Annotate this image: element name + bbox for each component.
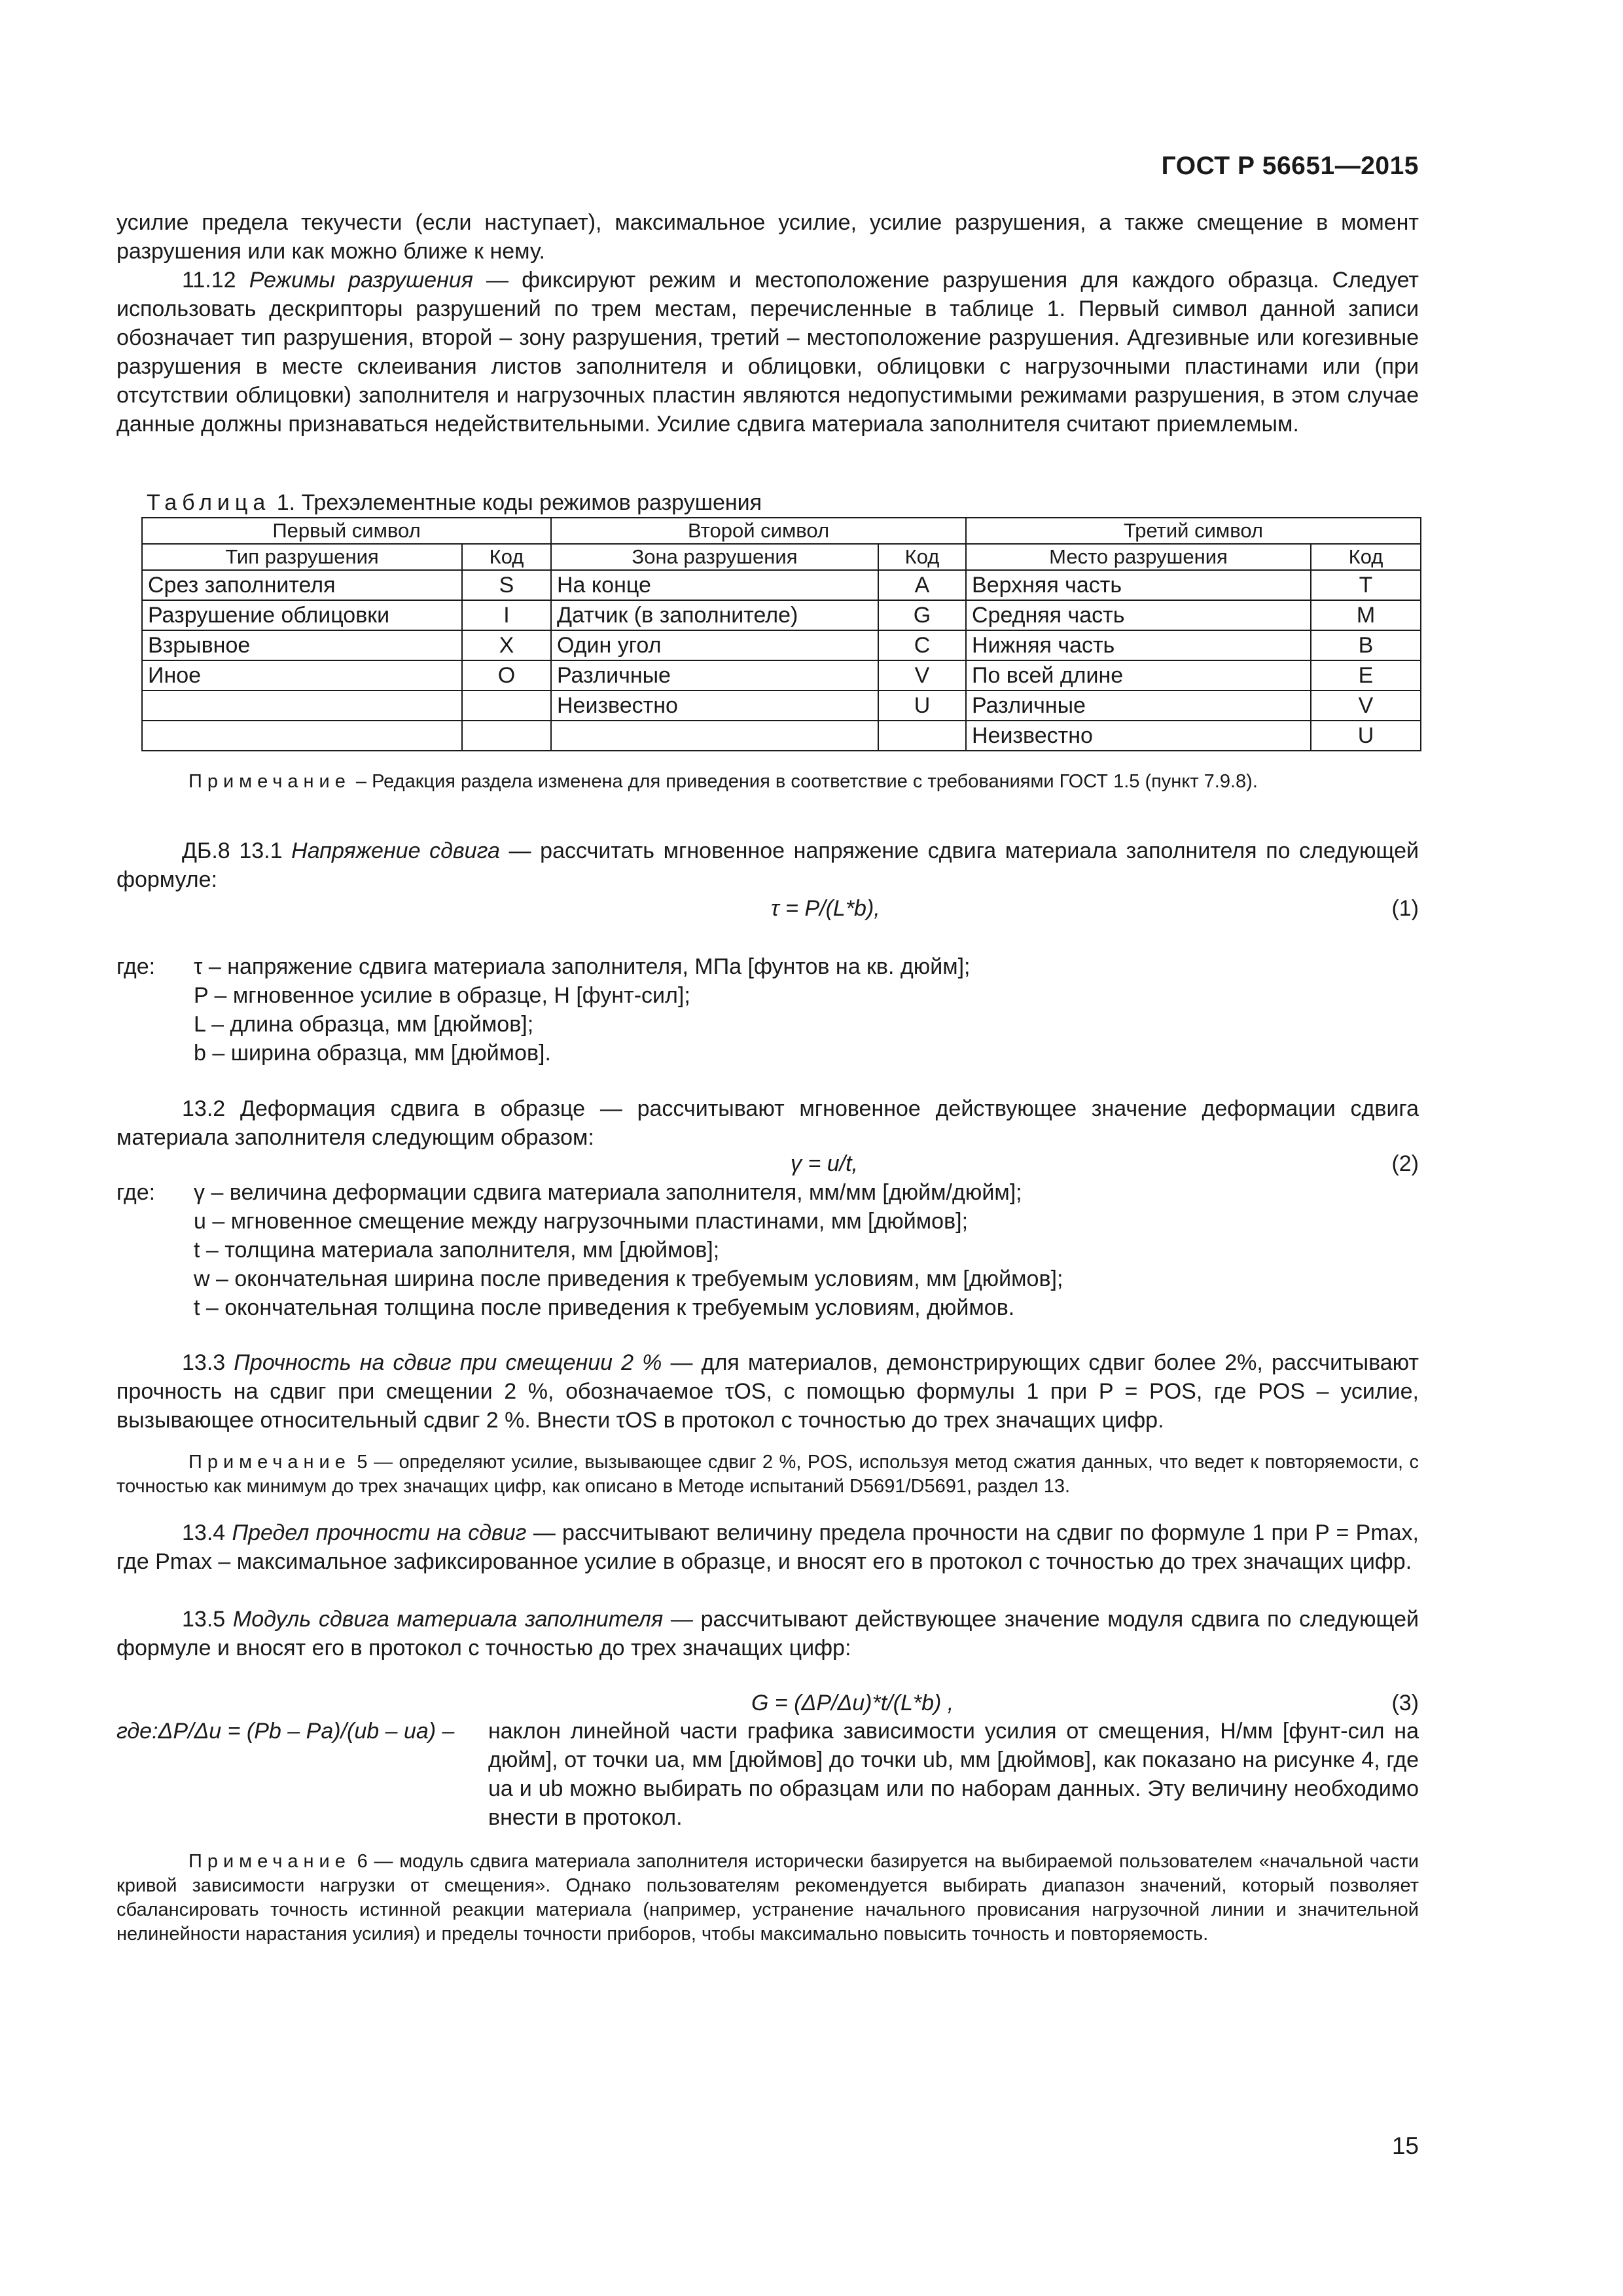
note-6 bbox=[116, 1850, 1419, 1946]
where-items bbox=[194, 952, 970, 1067]
table-group-header: Третий символ bbox=[966, 518, 1421, 544]
table-column-header-row bbox=[142, 544, 1421, 570]
document-page bbox=[116, 0, 1419, 2296]
table-text-cell: Неизвестно bbox=[966, 721, 1311, 751]
where-label: где: bbox=[116, 1180, 156, 1205]
where-item: b – ширина образца, мм [дюймов]. bbox=[194, 1041, 551, 1066]
note-text: 5 — определяют усилие, вызывающее сдвиг 2 %, POS, используя метод сжатия данных, что ведет к повторяемости, с точностью как минимум до трех значащих цифр, как описано в Методе испытаний D5691/D5691, раздел 13. bbox=[116, 1452, 1419, 1497]
where-label: где: bbox=[116, 954, 156, 979]
table-column-header: Код bbox=[1311, 544, 1421, 570]
table-text-cell bbox=[551, 721, 878, 751]
table-text-cell: На конце bbox=[551, 570, 878, 600]
note-label: Примечание bbox=[188, 1851, 351, 1872]
failure-codes-table bbox=[141, 517, 1421, 751]
where-item: w – окончательная ширина после приведения к требуемым условиям, мм [дюймов]; bbox=[194, 1266, 1063, 1291]
section-term: Модуль сдвига материала заполнителя bbox=[232, 1607, 664, 1632]
table-text-cell: Различные bbox=[966, 691, 1311, 721]
table-caption-label: Таблица bbox=[147, 490, 271, 515]
table-group-header: Первый символ bbox=[142, 518, 551, 544]
note-table-revision bbox=[116, 770, 1419, 794]
table-code-cell: C bbox=[878, 630, 966, 660]
where-item: τ – напряжение сдвига материала заполнителя, МПа [фунтов на кв. дюйм]; bbox=[194, 954, 971, 979]
section-text: — рассчитывают величину предела прочности на сдвиг по формуле 1 при P = Pmax, где Pmax – максимальное зафиксированное усилие в образце, и вносят его в протокол с точностью до трех значащих цифр. bbox=[116, 1520, 1419, 1574]
where-item: γ – величина деформации сдвига материала заполнителя, мм/мм [дюйм/дюйм]; bbox=[194, 1180, 1022, 1205]
table-text-cell: Верхняя часть bbox=[966, 570, 1311, 600]
table-column-header: Место разрушения bbox=[966, 544, 1311, 570]
where-item: u – мгновенное смещение между нагрузочными пластинами, мм [дюймов]; bbox=[194, 1209, 969, 1234]
slope-symbol: где:ΔP/Δu = (Pb – Pa)/(ub – ua) – bbox=[116, 1719, 455, 1744]
slope-description: наклон линейной части графика зависимости усилия от смещения, Н/мм [фунт-сил на дюйм], от точки ua, мм [дюймов] до точки ub, мм [дюймов], как показано на рисунке 4, где ua и ub можно выбирать по образцам или по наборам данных. Эту величину необходимо внести в протокол. bbox=[488, 1719, 1419, 1830]
where-item: L – длина образца, мм [дюймов]; bbox=[194, 1012, 534, 1037]
table-text-cell: Неизвестно bbox=[551, 691, 878, 721]
where-item: P – мгновенное усилие в образце, Н [фунт-сил]; bbox=[194, 983, 690, 1008]
table-code-cell: T bbox=[1311, 570, 1421, 600]
section-term: Напряжение сдвига bbox=[291, 838, 500, 863]
table-text-cell: Срез заполнителя bbox=[142, 570, 462, 600]
paragraph-13-1 bbox=[116, 836, 1419, 894]
table-row bbox=[142, 600, 1421, 630]
table-code-cell: V bbox=[878, 660, 966, 691]
table-caption bbox=[147, 490, 762, 516]
section-term: Режимы разрушения bbox=[249, 268, 473, 293]
section-term: Предел прочности на сдвиг bbox=[232, 1520, 527, 1545]
table-text-cell: Разрушение облицовки bbox=[142, 600, 462, 630]
note-text: 6 — модуль сдвига материала заполнителя исторически базируется на выбираемой пользователем «начальной части кривой зависимости нагрузки от смещения». Однако пользователям рекомендуется выбирать диапазон значений, который позволяет сбалансировать точность истинной реакции материала (например, устранение начального провисания нагрузочной линии и значительной нелинейности нарастания усилия) и пределы точности приборов, чтобы максимально повысить точность и повторяемость. bbox=[116, 1851, 1419, 1945]
formula-number: (1) bbox=[1391, 896, 1419, 921]
table-column-header: Зона разрушения bbox=[551, 544, 878, 570]
paragraph-13-4 bbox=[116, 1518, 1419, 1576]
table-text-cell bbox=[142, 721, 462, 751]
note-label: Примечание bbox=[188, 771, 351, 792]
paragraph-13-5 bbox=[116, 1605, 1419, 1662]
table-code-cell: A bbox=[878, 570, 966, 600]
table-code-cell: S bbox=[462, 570, 551, 600]
table-text-cell: Различные bbox=[551, 660, 878, 691]
table-body bbox=[142, 570, 1421, 751]
table-code-cell bbox=[878, 721, 966, 751]
table-code-cell: G bbox=[878, 600, 966, 630]
table-text-cell: Нижняя часть bbox=[966, 630, 1311, 660]
page-number: 15 bbox=[1391, 2132, 1419, 2159]
formula-number: (2) bbox=[1391, 1151, 1419, 1176]
formula-expression: τ = P/(L*b), bbox=[771, 896, 880, 921]
paragraph-13-2 bbox=[116, 1094, 1419, 1152]
table-code-cell: B bbox=[1311, 630, 1421, 660]
section-number: 13.5 bbox=[182, 1607, 233, 1632]
table-code-cell: U bbox=[1311, 721, 1421, 751]
table-text-cell: Один угол bbox=[551, 630, 878, 660]
section-term: Прочность на сдвиг при смещении 2 % bbox=[234, 1350, 662, 1375]
formula-expression: G = (ΔP/Δu)*t/(L*b) , bbox=[751, 1691, 954, 1715]
table-code-cell: U bbox=[878, 691, 966, 721]
table-group-header: Второй символ bbox=[551, 518, 966, 544]
table-code-cell: M bbox=[1311, 600, 1421, 630]
table-code-cell: O bbox=[462, 660, 551, 691]
table-text-cell bbox=[142, 691, 462, 721]
table-row bbox=[142, 630, 1421, 660]
continuation-text: усилие предела текучести (если наступает), максимальное усилие, усилие разрушения, а также смещение в момент разрушения или как можно ближе к нему. bbox=[116, 210, 1419, 264]
table-column-header: Код bbox=[878, 544, 966, 570]
table-text-cell: Иное bbox=[142, 660, 462, 691]
section-text: — рассчитать мгновенное напряжение сдвига материала заполнителя по следующей формуле: bbox=[116, 838, 1419, 892]
table-text-cell: По всей длине bbox=[966, 660, 1311, 691]
section-number: 11.12 bbox=[182, 268, 249, 293]
table-code-cell bbox=[462, 691, 551, 721]
section-text: — фиксируют режим и местоположение разрушения для каждого образца. Следует использовать дескрипторы разрушений по трем местам, перечисленные в таблице 1. Первый символ данной записи обозначает тип разрушения, второй – зону разрушения, третий – местоположение разрушения. Адгезивные или когезивные разрушения в месте склеивания листов заполнителя и облицовки, облицовки с нагрузочными пластинами или (при отсутствии облицовки) заполнителя и нагрузочных пластин являются недопустимыми режимами разрушения, в этом случае данные должны признаваться недействительными. Усилие сдвига материала заполнителя считают приемлемым. bbox=[116, 268, 1419, 437]
note-5 bbox=[116, 1450, 1419, 1499]
paragraph-11-12 bbox=[116, 266, 1419, 439]
table-column-header: Код bbox=[462, 544, 551, 570]
formula-expression: γ = u/t, bbox=[791, 1151, 858, 1176]
table-text-cell: Взрывное bbox=[142, 630, 462, 660]
table-row bbox=[142, 721, 1421, 751]
table-code-cell: X bbox=[462, 630, 551, 660]
note-label: Примечание bbox=[188, 1452, 351, 1473]
section-number: 13.3 bbox=[182, 1350, 234, 1375]
document-header: ГОСТ Р 56651—2015 bbox=[1161, 152, 1419, 180]
table-column-header: Тип разрушения bbox=[142, 544, 462, 570]
table-code-cell: I bbox=[462, 600, 551, 630]
section-text: — для материалов, демонстрирующих сдвиг более 2%, рассчитывают прочность на сдвиг при смещении 2 %, обозначаемое τOS, с помощью формулы 1 при P = POS, где POS – усилие, вызывающее относительный сдвиг 2 %. Внести τOS в протокол с точностью до трех значащих цифр. bbox=[116, 1350, 1419, 1433]
table-caption-text: 1. Трехэлементные коды режимов разрушения bbox=[270, 490, 762, 515]
where-item: t – толщина материала заполнителя, мм [дюймов]; bbox=[194, 1238, 720, 1263]
table-code-cell bbox=[462, 721, 551, 751]
table-row bbox=[142, 660, 1421, 691]
table-row bbox=[142, 691, 1421, 721]
section-number: ДБ.8 13.1 bbox=[182, 838, 292, 863]
note-text: – Редакция раздела изменена для приведения в соответствие с требованиями ГОСТ 1.5 (пункт 7.9.8). bbox=[350, 771, 1258, 792]
table-code-cell: E bbox=[1311, 660, 1421, 691]
table-code-cell: V bbox=[1311, 691, 1421, 721]
where-items bbox=[194, 1178, 1063, 1322]
where-item: t – окончательная толщина после приведения к требуемым условиям, дюймов. bbox=[194, 1295, 1015, 1320]
section-number: 13.4 bbox=[182, 1520, 232, 1545]
table-text-cell: Датчик (в заполнителе) bbox=[551, 600, 878, 630]
formula-number: (3) bbox=[1391, 1691, 1419, 1715]
paragraph-13-3 bbox=[116, 1348, 1419, 1435]
table-group-header-row bbox=[142, 518, 1421, 544]
section-text: 13.2 Деформация сдвига в образце — рассчитывают мгновенное действующее значение деформации сдвига материала заполнителя следующим образом: bbox=[116, 1096, 1419, 1150]
paragraph-continuation bbox=[116, 208, 1419, 266]
table-row bbox=[142, 570, 1421, 600]
section-text: — рассчитывают действующее значение модуля сдвига по следующей формуле и вносят его в протокол с точностью до трех значащих цифр: bbox=[116, 1607, 1419, 1660]
table-text-cell: Средняя часть bbox=[966, 600, 1311, 630]
